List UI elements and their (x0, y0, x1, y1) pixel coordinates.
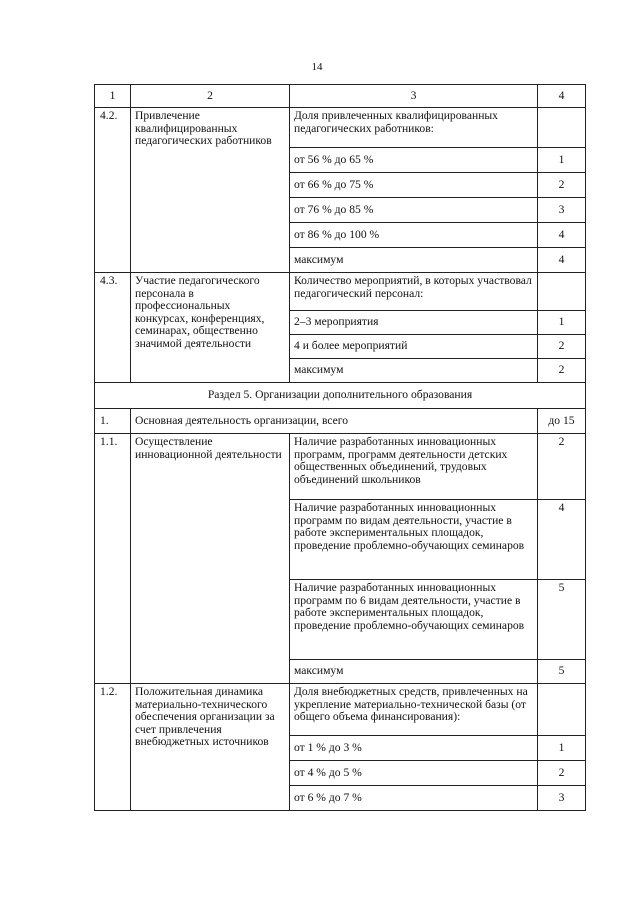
column-header: 2 (131, 85, 290, 108)
criterion-option: максимум (290, 660, 538, 684)
item-name: Участие педагогического персонала в профессиональных конкурсах, конференциях, семинарах, общественно значимой деятельности (131, 273, 290, 383)
criterion-option: от 86 % до 100 % (290, 223, 538, 248)
criterion-lead: Доля привлеченных квалифицированных педагогических работников: (290, 108, 538, 148)
column-header: 3 (290, 85, 538, 108)
table-header-row (95, 85, 586, 108)
criterion-option: Наличие разработанных инновационных программ, программ деятельности детских общественных объединений, трудовых объединений школьников (290, 434, 538, 500)
criterion-score: 2 (538, 173, 586, 198)
criterion-option: от 1 % до 3 % (290, 736, 538, 761)
criterion-lead: Количество мероприятий, в которых участвовал педагогический персонал: (290, 273, 538, 311)
criterion-score: 4 (538, 248, 586, 273)
criterion-score: 1 (538, 311, 586, 335)
criterion-lead: Доля внебюджетных средств, привлеченных на укрепление материально-технической базы (от общего объема финансирования): (290, 684, 538, 736)
page-number: 14 (311, 61, 323, 73)
table-row (95, 434, 586, 500)
criterion-option: максимум (290, 359, 538, 383)
item-name: Основная деятельность организации, всего (131, 409, 538, 434)
criterion-option: 2–3 мероприятия (290, 311, 538, 335)
table-row (95, 108, 586, 148)
criterion-option: максимум (290, 248, 538, 273)
criterion-option: 4 и более мероприятий (290, 335, 538, 359)
criterion-score (538, 108, 586, 148)
criterion-option: Наличие разработанных инновационных программ по видам деятельности, участие в работе экспериментальных площадок, проведение проблемно-обучающих семинаров (290, 500, 538, 580)
item-number: 1.2. (95, 684, 131, 811)
item-name: Привлечение квалифицированных педагогических работников (131, 108, 290, 273)
criterion-option: от 66 % до 75 % (290, 173, 538, 198)
section-row (95, 383, 586, 409)
criterion-option: Наличие разработанных инновационных программ по 6 видам деятельности, участие в работе экспериментальных площадок, проведение проблемно-обучающих семинаров (290, 580, 538, 660)
item-number: 4.3. (95, 273, 131, 383)
column-header: 1 (95, 85, 131, 108)
section-title: Раздел 5. Организации дополнительного образования (95, 383, 586, 409)
criterion-score: 2 (538, 335, 586, 359)
criterion-score: 1 (538, 736, 586, 761)
table-row (95, 409, 586, 434)
criterion-score: 2 (538, 359, 586, 383)
criterion-option: от 76 % до 85 % (290, 198, 538, 223)
criterion-option: от 4 % до 5 % (290, 761, 538, 786)
item-number: 1. (95, 409, 131, 434)
criterion-option: от 56 % до 65 % (290, 148, 538, 173)
criterion-score: 1 (538, 148, 586, 173)
criterion-score: 5 (538, 660, 586, 684)
item-name: Осуществление инновационной деятельности (131, 434, 290, 684)
criterion-score: 3 (538, 198, 586, 223)
item-name: Положительная динамика материально-технического обеспечения организации за счет привлечения внебюджетных источников (131, 684, 290, 811)
item-number: 1.1. (95, 434, 131, 684)
item-number: 4.2. (95, 108, 131, 273)
column-header: 4 (538, 85, 586, 108)
criterion-score: 5 (538, 580, 586, 660)
criterion-score: 2 (538, 761, 586, 786)
criterion-score: 2 (538, 434, 586, 500)
criterion-score (538, 684, 586, 736)
table-row (95, 684, 586, 736)
criterion-score: 4 (538, 500, 586, 580)
criterion-score: до 15 (538, 409, 586, 434)
criterion-score: 3 (538, 786, 586, 811)
criterion-option: от 6 % до 7 % (290, 786, 538, 811)
criteria-table (94, 84, 586, 811)
table-row (95, 273, 586, 311)
criterion-score: 4 (538, 223, 586, 248)
criterion-score (538, 273, 586, 311)
